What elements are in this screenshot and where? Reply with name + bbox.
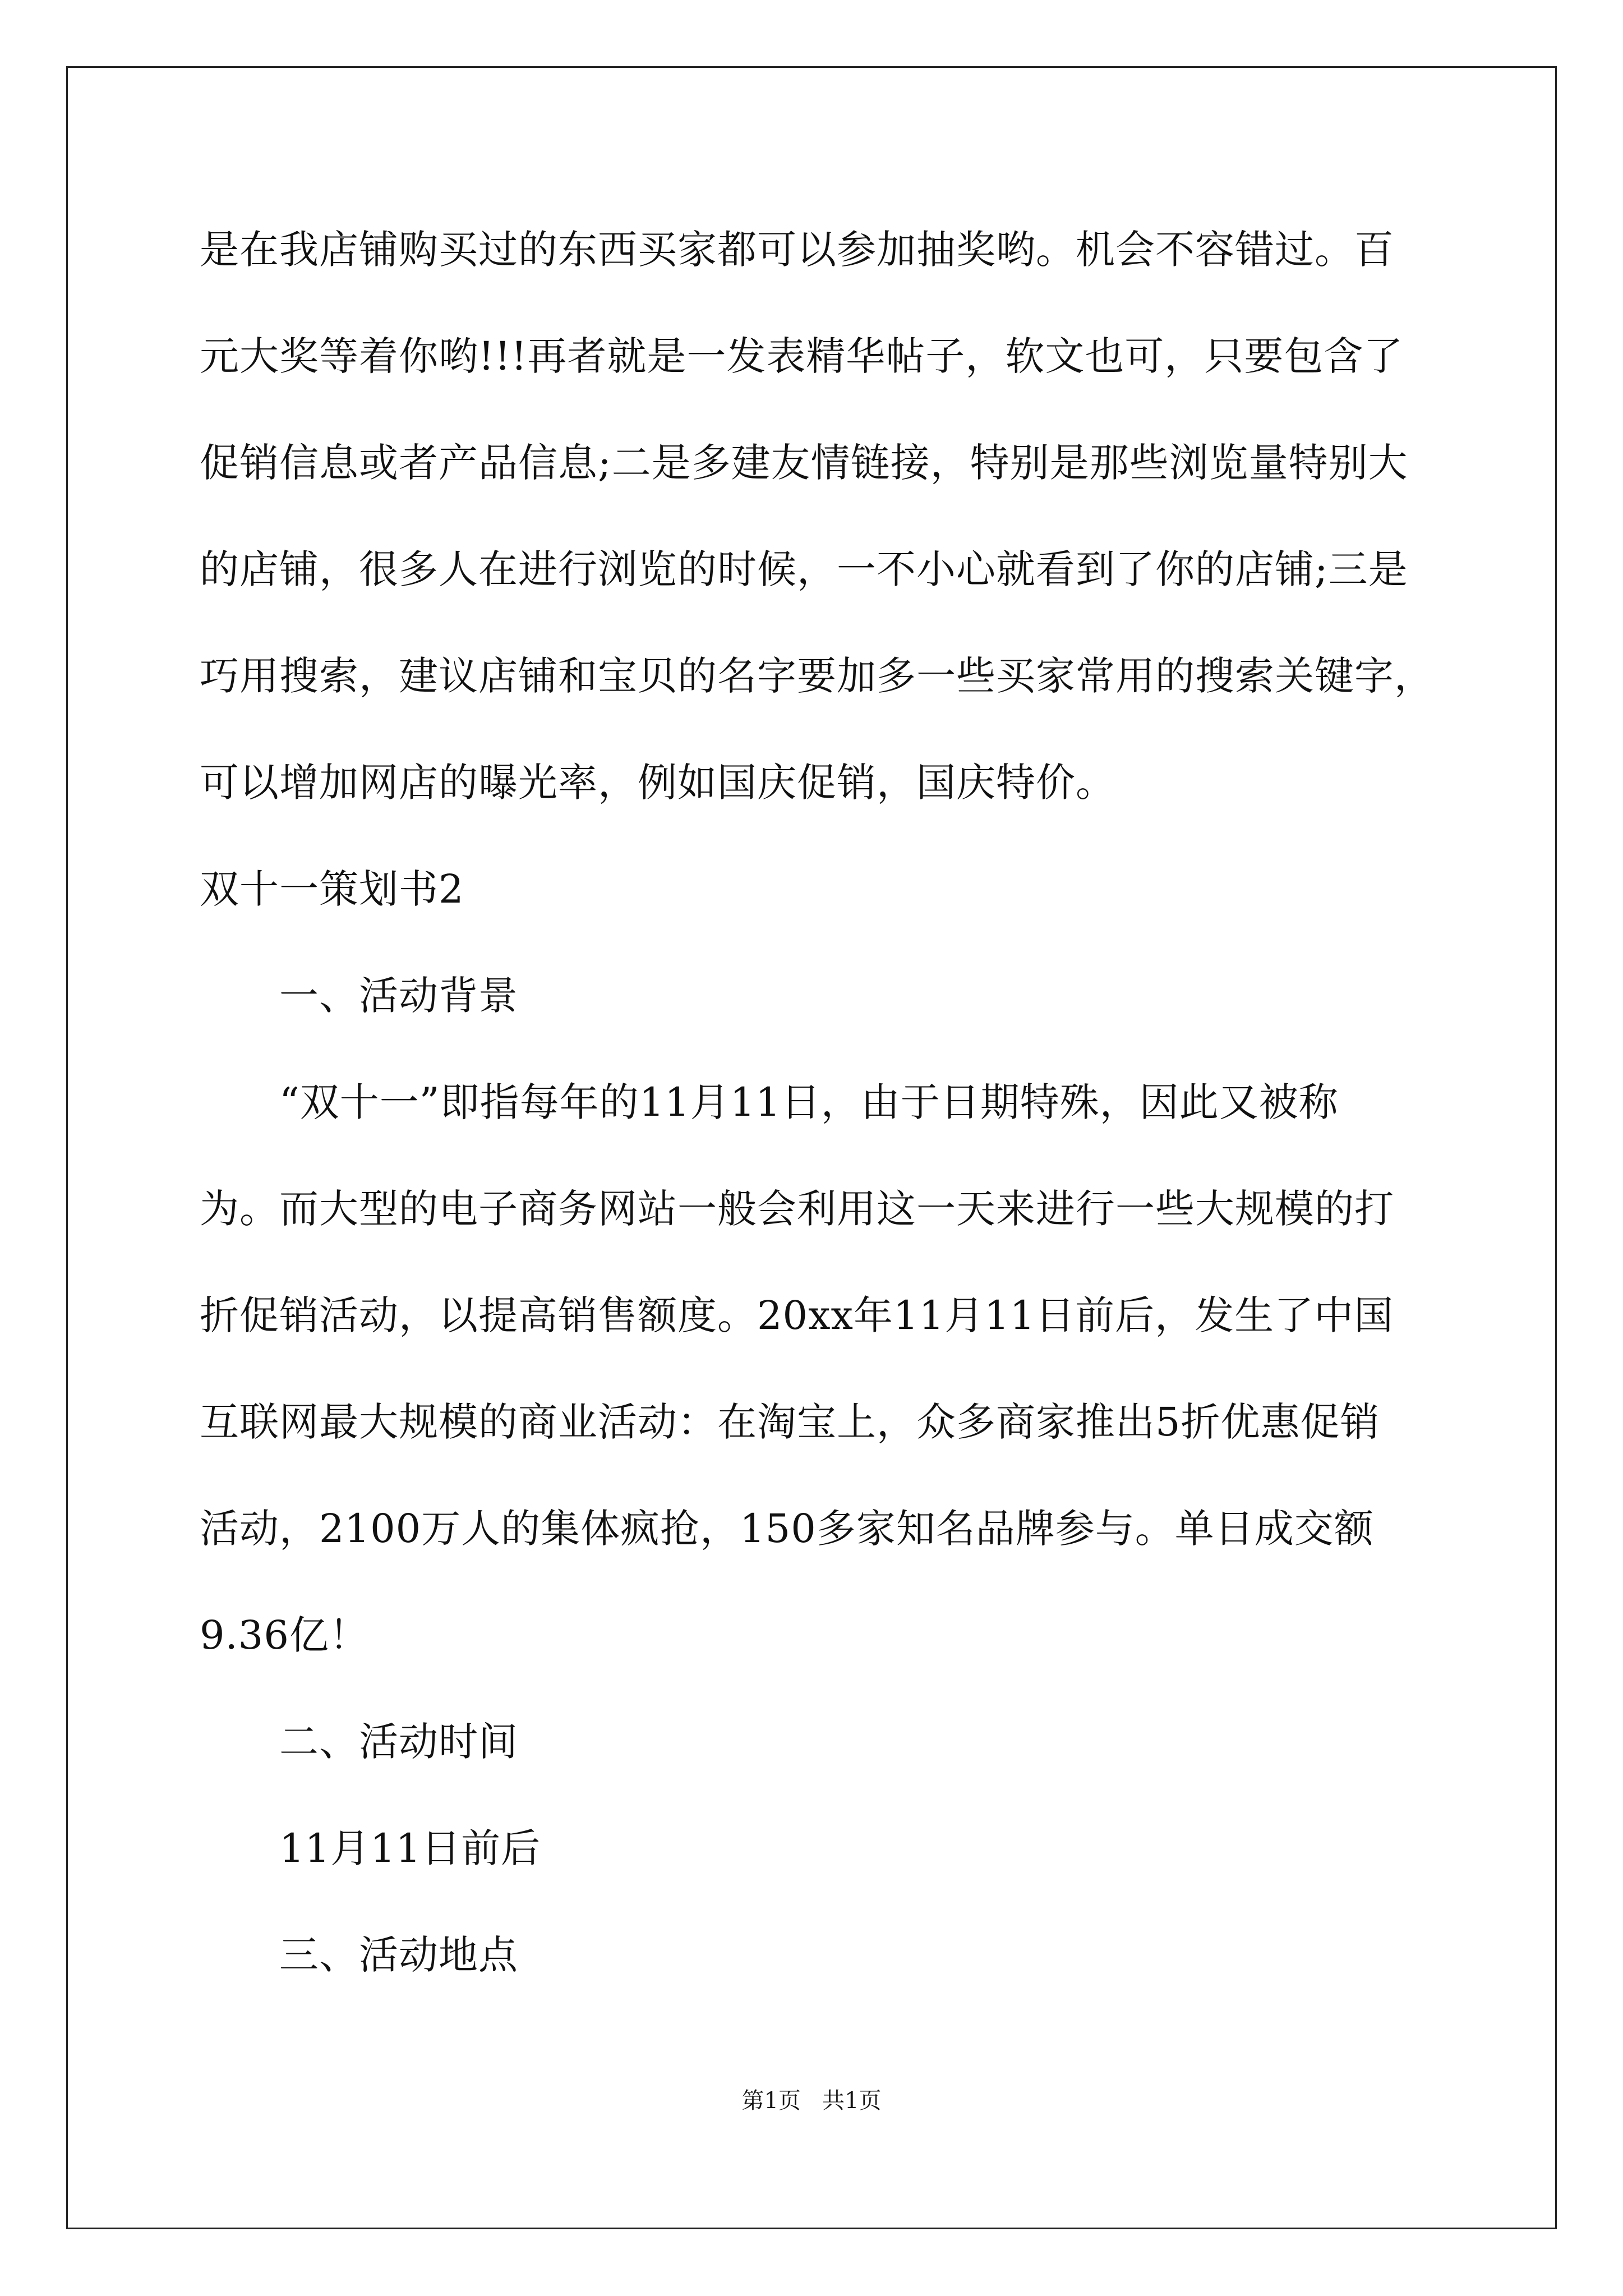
body-text-line: 互联网最大规模的商业活动：在淘宝上，众多商家推出5折优惠促销	[200, 1399, 1380, 1445]
body-text-line: 为。而大型的电子商务网站一般会利用这一天来进行一些大规模的打	[200, 1186, 1394, 1232]
body-text-line: 可以增加网店的曝光率，例如国庆促销，国庆特价。	[200, 760, 1115, 806]
page-footer: 第1页 共1页	[741, 2088, 882, 2114]
section-title: 双十一策划书2	[200, 866, 464, 912]
body-text-line: “双十一”即指每年的11月11日，由于日期特殊，因此又被称	[279, 1079, 1339, 1125]
body-text-line: 的店铺，很多人在进行浏览的时候，一不小心就看到了你的店铺;三是	[200, 546, 1408, 592]
heading-time: 二、活动时间	[279, 1719, 518, 1765]
body-text-line: 折促销活动，以提高销售额度。20xx年11月11日前后，发生了中国	[200, 1292, 1394, 1338]
heading-background: 一、活动背景	[279, 973, 518, 1019]
body-text-line: 元大奖等着你哟!!!再者就是一发表精华帖子，软文也可，只要包含了	[200, 333, 1404, 379]
heading-location: 三、活动地点	[279, 1932, 518, 1978]
page-border	[66, 66, 1557, 2229]
body-text-line: 活动，2100万人的集体疯抢，150多家知名品牌参与。单日成交额	[200, 1506, 1374, 1552]
body-text-line: 是在我店铺购买过的东西买家都可以参加抽奖哟。机会不容错过。百	[200, 227, 1394, 273]
body-text-line: 11月11日前后	[279, 1825, 541, 1871]
body-text-line: 9.36亿！	[200, 1612, 369, 1658]
body-text-line: 巧用搜索，建议店铺和宝贝的名字要加多一些买家常用的搜索关键字，	[200, 653, 1434, 699]
body-text-line: 促销信息或者产品信息;二是多建友情链接，特别是那些浏览量特别大	[200, 440, 1408, 486]
